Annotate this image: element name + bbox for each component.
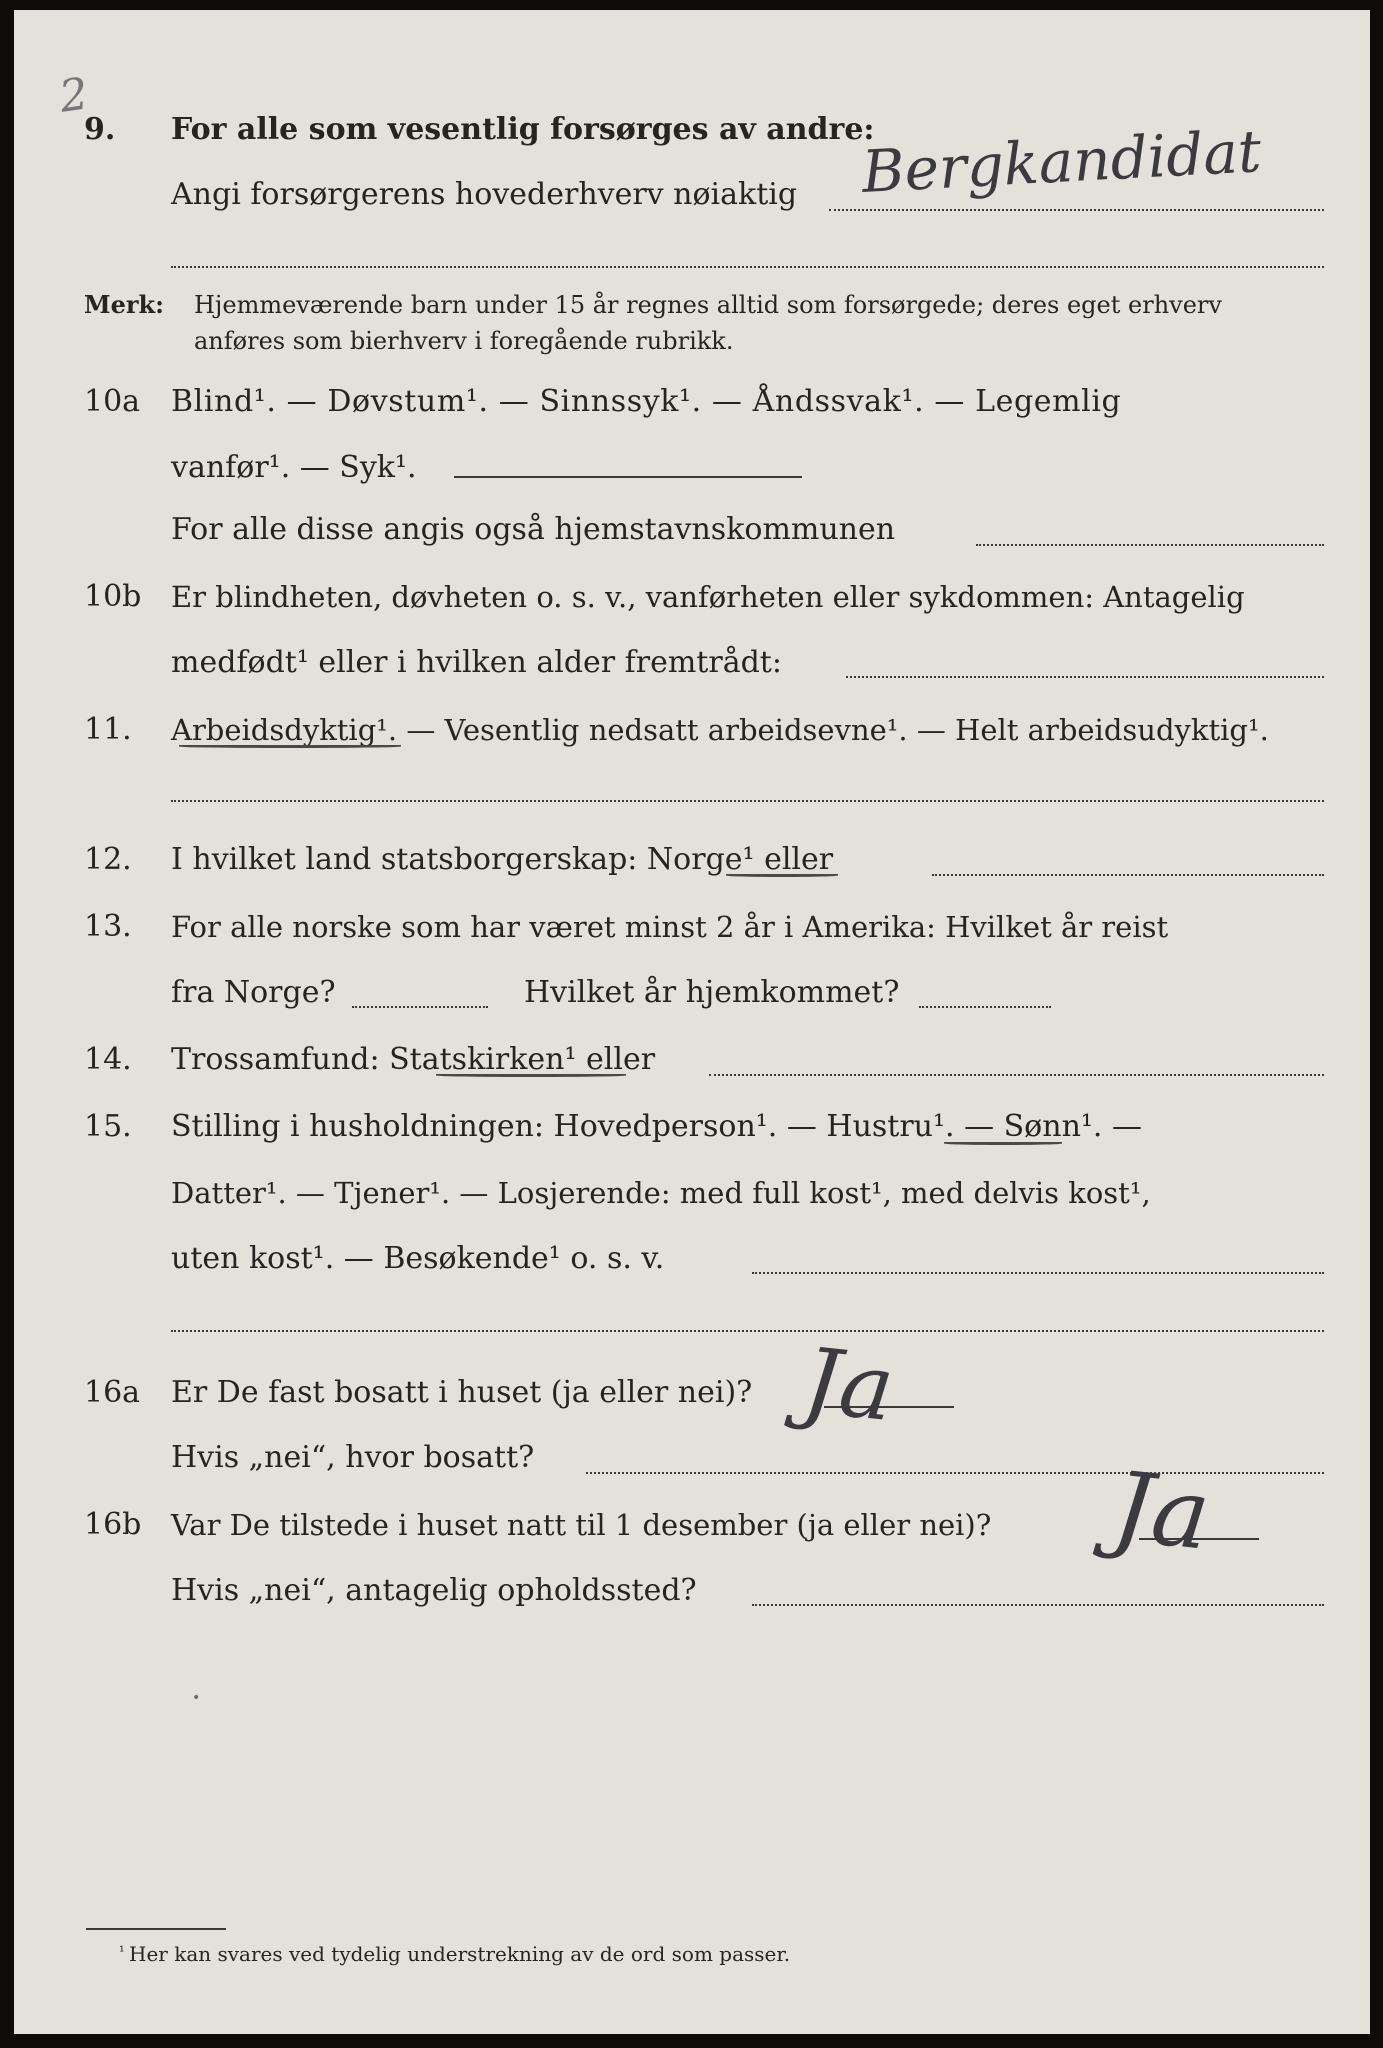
q11-row-1 <box>14 710 1370 760</box>
q9-answer-line[interactable] <box>829 209 1324 211</box>
q16a-line-1: Er De fast bosatt i huset (ja eller nei)? <box>171 1375 753 1410</box>
q16a-handwritten-answer: Ja <box>798 1328 899 1443</box>
q15-underline-hustru <box>944 1142 1062 1145</box>
q15-extra-line[interactable] <box>171 1330 1324 1332</box>
q13-line-2b: Hvilket år hjemkommet? <box>524 975 900 1010</box>
q16b-line-1: Var De tilstede i huset natt til 1 desember (ja eller nei)? <box>171 1508 992 1542</box>
q14-answer-line[interactable] <box>709 1074 1324 1076</box>
q13-line-2a: fra Norge? <box>171 975 336 1010</box>
q10b-row-2 <box>14 643 1370 693</box>
q9-heading: For alle som vesentlig forsørges av andre: <box>171 112 875 147</box>
q12-answer-line[interactable] <box>932 874 1324 876</box>
q15-line-2: Datter¹. — Tjener¹. — Losjerende: med full kost¹, med delvis kost¹, <box>171 1176 1151 1210</box>
merk-line-1: Hjemmeværende barn under 15 år regnes alltid som forsørgede; deres eget erhverv <box>194 291 1222 319</box>
footnote-marker: ¹ <box>119 1944 125 1960</box>
q16b-line-2: Hvis „nei“, antagelig opholdssted? <box>171 1573 697 1608</box>
q13-number: 13. <box>84 909 132 944</box>
q16b-opholdssted-line[interactable] <box>752 1604 1324 1606</box>
q11-line-1: Arbeidsdyktig¹. — Vesentlig nedsatt arbeidsevne¹. — Helt arbeidsudyktig¹. <box>171 713 1269 747</box>
q9-handwritten-answer: Bergkandidat <box>860 117 1263 206</box>
footnote <box>119 1940 791 1968</box>
q15-row-1 <box>14 1107 1370 1157</box>
stray-mark: • <box>192 1690 201 1706</box>
q11-extra-line[interactable] <box>171 800 1324 802</box>
q13-row-1 <box>14 907 1370 957</box>
q16a-line-2: Hvis „nei“, hvor bosatt? <box>171 1440 535 1475</box>
q16a-row-1 <box>14 1373 1370 1423</box>
q13-hjemkommet-line[interactable] <box>919 1006 1051 1008</box>
q10a-syk-line[interactable] <box>454 476 802 478</box>
q13-reist-line[interactable] <box>352 1006 488 1008</box>
q10a-row-1 <box>14 382 1370 432</box>
footnote-text: Her kan svares ved tydelig understrekning av de ord som passer. <box>129 1942 791 1966</box>
q10a-number: 10a <box>84 384 141 419</box>
q14-underline-statskirken <box>436 1074 626 1077</box>
q15-row-3 <box>14 1239 1370 1289</box>
merk-row-2 <box>14 326 1370 376</box>
q10a-line-1: Blind¹. — Døvstum¹. — Sinnssyk¹. — Åndssvak¹. — Legemlig <box>171 384 1122 419</box>
q10b-answer-line[interactable] <box>846 676 1324 678</box>
q15-answer-line[interactable] <box>752 1272 1324 1274</box>
merk-line-2: anføres som bierhverv i foregående rubrikk. <box>194 327 734 355</box>
q10b-line-1: Er blindheten, døvheten o. s. v., vanførheten eller sykdommen: Antagelig <box>171 580 1245 614</box>
q16b-row-2 <box>14 1571 1370 1621</box>
q12-underline-norge <box>726 874 838 877</box>
q10b-number: 10b <box>84 579 142 614</box>
q15-line-1: Stilling i husholdningen: Hovedperson¹. — Hustru¹. — Sønn¹. — <box>171 1109 1142 1144</box>
q14-line-1: Trossamfund: Statskirken¹ eller <box>171 1042 656 1077</box>
q9-number: 9. <box>84 112 116 147</box>
corner-pencil-mark: 2 <box>56 68 92 123</box>
q10a-kommune-line[interactable] <box>976 544 1324 546</box>
merk-label: Merk: <box>84 290 164 319</box>
q16b-handwritten-answer: Ja <box>1108 1450 1216 1572</box>
q15-row-2 <box>14 1173 1370 1223</box>
q14-row-1 <box>14 1040 1370 1090</box>
q12-line-1: I hvilket land statsborgerskap: Norge¹ eller <box>171 842 834 877</box>
q11-number: 11. <box>84 712 132 747</box>
q16b-number: 16b <box>84 1507 142 1542</box>
q13-row-2 <box>14 973 1370 1023</box>
q10a-row-2 <box>14 448 1370 498</box>
q10a-line-2: vanfør¹. — Syk¹. <box>171 450 417 485</box>
census-form-page <box>14 10 1370 2034</box>
q15-number: 15. <box>84 1109 132 1144</box>
q10a-row-3 <box>14 510 1370 560</box>
q9-extra-line[interactable] <box>171 266 1324 268</box>
q15-line-3: uten kost¹. — Besøkende¹ o. s. v. <box>171 1241 665 1276</box>
q10b-row-1 <box>14 577 1370 627</box>
q13-line-1: For alle norske som har været minst 2 år i Amerika: Hvilket år reist <box>171 910 1169 944</box>
q9-prompt: Angi forsørgerens hovederhverv nøiaktig <box>171 177 798 212</box>
q11-underline-arbeidsdyktig <box>179 745 401 748</box>
q10a-line-3: For alle disse angis også hjemstavnskommunen <box>171 512 896 547</box>
q14-number: 14. <box>84 1042 132 1077</box>
q12-row-1 <box>14 840 1370 890</box>
q10b-line-2: medfødt¹ eller i hvilken alder fremtrådt: <box>171 645 782 680</box>
q12-number: 12. <box>84 842 132 877</box>
footnote-rule <box>86 1928 226 1930</box>
q16a-number: 16a <box>84 1375 141 1410</box>
